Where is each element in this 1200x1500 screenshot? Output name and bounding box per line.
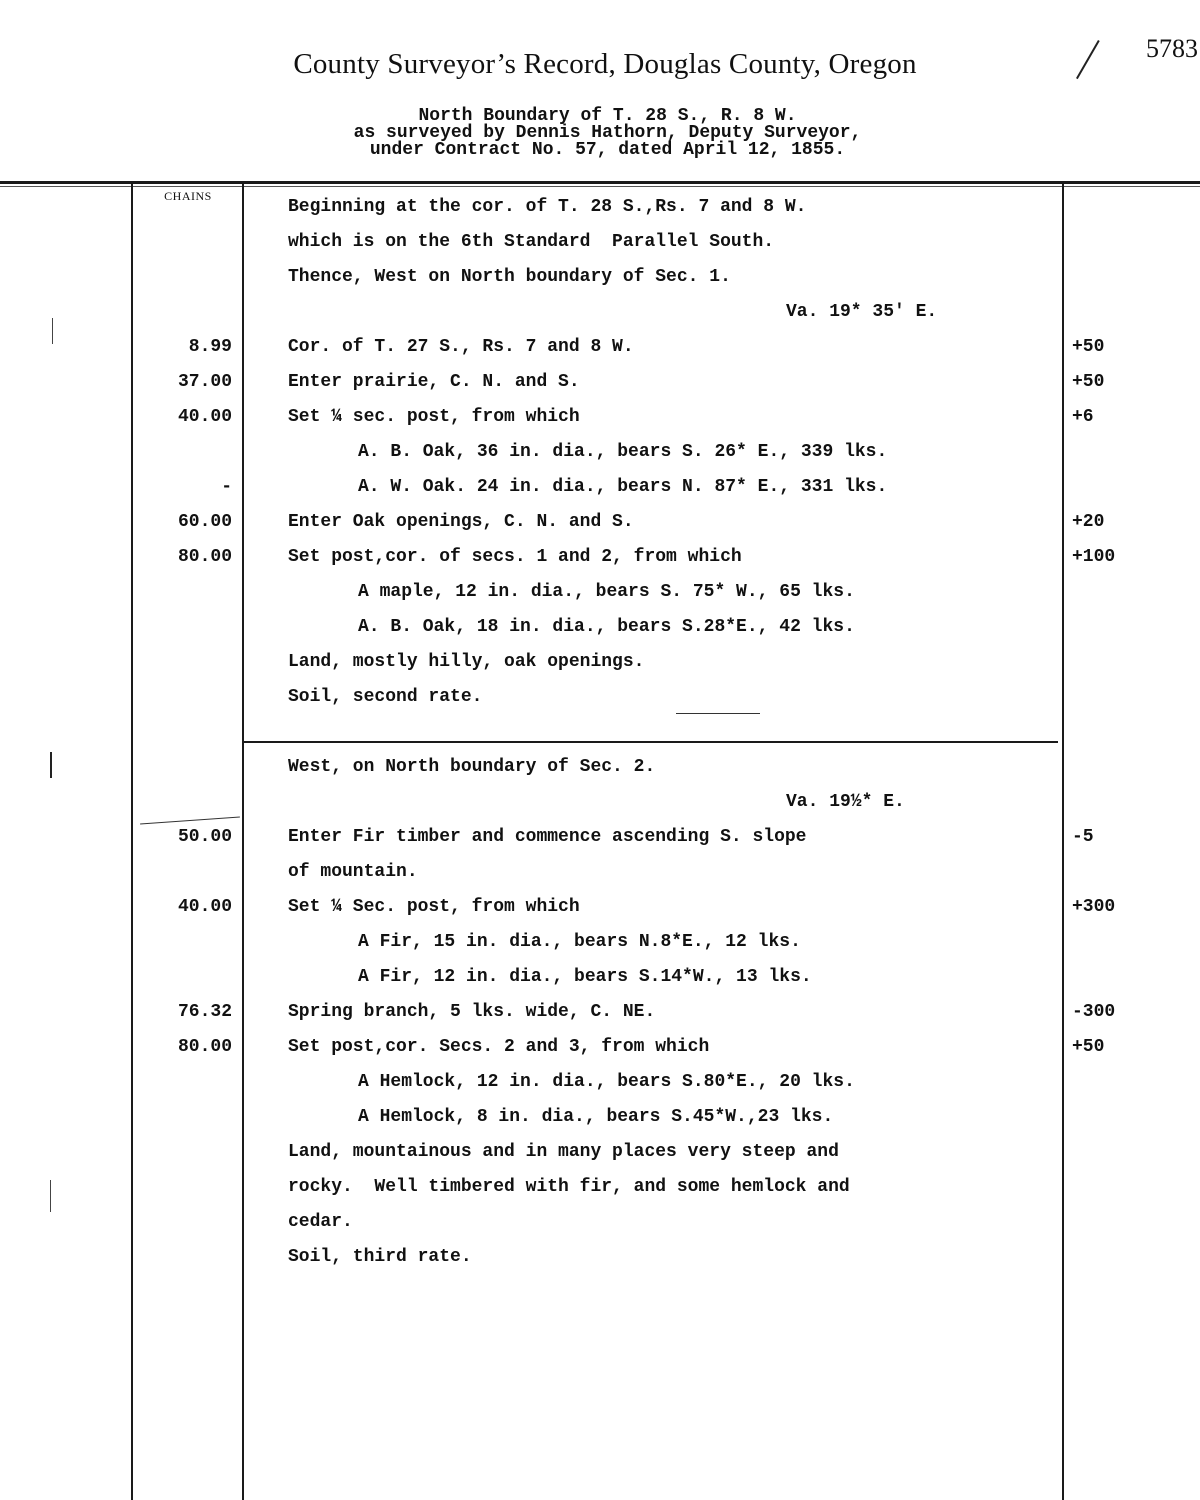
elevation-change: +50 <box>1072 337 1105 357</box>
subtitle-line-3: under Contract No. 57, dated April 12, 1855. <box>369 140 846 160</box>
header-rule <box>0 181 1200 184</box>
survey-note-text: Land, mostly hilly, oak openings. <box>288 652 645 672</box>
chain-distance: 37.00 <box>177 372 232 392</box>
survey-note-text: A maple, 12 in. dia., bears S. 75* W., 65 lks. <box>358 582 855 602</box>
elevation-change: +6 <box>1072 407 1094 427</box>
survey-note-text: A. W. Oak. 24 in. dia., bears N. 87* E., 331 lks. <box>358 477 888 497</box>
elevation-change: +20 <box>1072 512 1105 532</box>
elevation-column-line <box>1062 184 1064 1500</box>
survey-note-text: of mountain. <box>288 862 418 882</box>
chain-distance: - <box>221 477 232 497</box>
header-rule-thin <box>0 186 1200 187</box>
chains-column-line <box>242 184 244 1500</box>
chain-distance: 8.99 <box>188 337 232 357</box>
elevation-change: -300 <box>1072 1002 1116 1022</box>
chain-distance: 80.00 <box>177 547 232 567</box>
chain-distance: 50.00 <box>177 827 232 847</box>
survey-note-text: Va. 19* 35' E. <box>786 302 938 322</box>
survey-note-text: A. B. Oak, 36 in. dia., bears S. 26* E., 339 lks. <box>358 442 888 462</box>
margin-tick-mark <box>50 752 52 778</box>
subtitle-line-2: as surveyed by Dennis Hathorn, Deputy Surveyor, <box>353 123 862 143</box>
survey-note-text: Set post,cor. Secs. 2 and 3, from which <box>288 1037 710 1057</box>
elevation-change: +100 <box>1072 547 1116 567</box>
margin-tick-mark <box>50 1180 51 1212</box>
survey-note-text: Va. 19½* E. <box>786 792 905 812</box>
survey-note-text: A Fir, 12 in. dia., bears S.14*W., 13 lks. <box>358 967 812 987</box>
elevation-change: +300 <box>1072 897 1116 917</box>
survey-note-text: A Hemlock, 8 in. dia., bears S.45*W.,23 lks. <box>358 1107 834 1127</box>
chain-distance: 60.00 <box>177 512 232 532</box>
chain-distance: 40.00 <box>177 407 232 427</box>
survey-note-text: Set ¼ Sec. post, from which <box>288 897 580 917</box>
record-title: County Surveyor’s Record, Douglas County, Oregon <box>293 48 917 80</box>
pen-stroke-mark <box>676 713 760 714</box>
survey-note-text: Enter prairie, C. N. and S. <box>288 372 580 392</box>
survey-note-text: Cor. of T. 27 S., Rs. 7 and 8 W. <box>288 337 634 357</box>
survey-note-text: Thence, West on North boundary of Sec. 1. <box>288 267 731 287</box>
survey-note-text: Enter Fir timber and commence ascending S. slope <box>288 827 807 847</box>
left-column-line <box>131 184 133 1500</box>
margin-tick-mark <box>52 318 53 344</box>
survey-note-text: Beginning at the cor. of T. 28 S.,Rs. 7 and 8 W. <box>288 197 807 217</box>
pen-stroke-mark <box>140 817 240 825</box>
elevation-change: +50 <box>1072 372 1105 392</box>
survey-note-text: Enter Oak openings, C. N. and S. <box>288 512 634 532</box>
chain-distance: 80.00 <box>177 1037 232 1057</box>
survey-note-text: Set ¼ sec. post, from which <box>288 407 580 427</box>
subtitle-line-1: North Boundary of T. 28 S., R. 8 W. <box>418 106 797 126</box>
chain-distance: 40.00 <box>177 897 232 917</box>
chains-column-header: CHAINS <box>164 189 212 203</box>
survey-note-text: Set post,cor. of secs. 1 and 2, from which <box>288 547 742 567</box>
survey-note-text: Soil, second rate. <box>288 687 483 707</box>
page-number: 5783 <box>1146 34 1198 63</box>
survey-note-text: Land, mountainous and in many places very steep and <box>288 1142 839 1162</box>
survey-note-text: which is on the 6th Standard Parallel South. <box>288 232 775 252</box>
survey-note-text: Soil, third rate. <box>288 1247 472 1267</box>
survey-note-text: A Fir, 15 in. dia., bears N.8*E., 12 lks. <box>358 932 801 952</box>
chain-distance: 76.32 <box>177 1002 232 1022</box>
survey-subtitle <box>0 108 1200 159</box>
survey-note-text: West, on North boundary of Sec. 2. <box>288 757 656 777</box>
section-divider <box>244 741 1058 743</box>
elevation-change: -5 <box>1072 827 1094 847</box>
survey-note-text: cedar. <box>288 1212 353 1232</box>
survey-note-text: A Hemlock, 12 in. dia., bears S.80*E., 20 lks. <box>358 1072 855 1092</box>
elevation-change: +50 <box>1072 1037 1105 1057</box>
survey-note-text: rocky. Well timbered with fir, and some hemlock and <box>288 1177 850 1197</box>
survey-note-text: A. B. Oak, 18 in. dia., bears S.28*E., 42 lks. <box>358 617 855 637</box>
survey-note-text: Spring branch, 5 lks. wide, C. NE. <box>288 1002 656 1022</box>
